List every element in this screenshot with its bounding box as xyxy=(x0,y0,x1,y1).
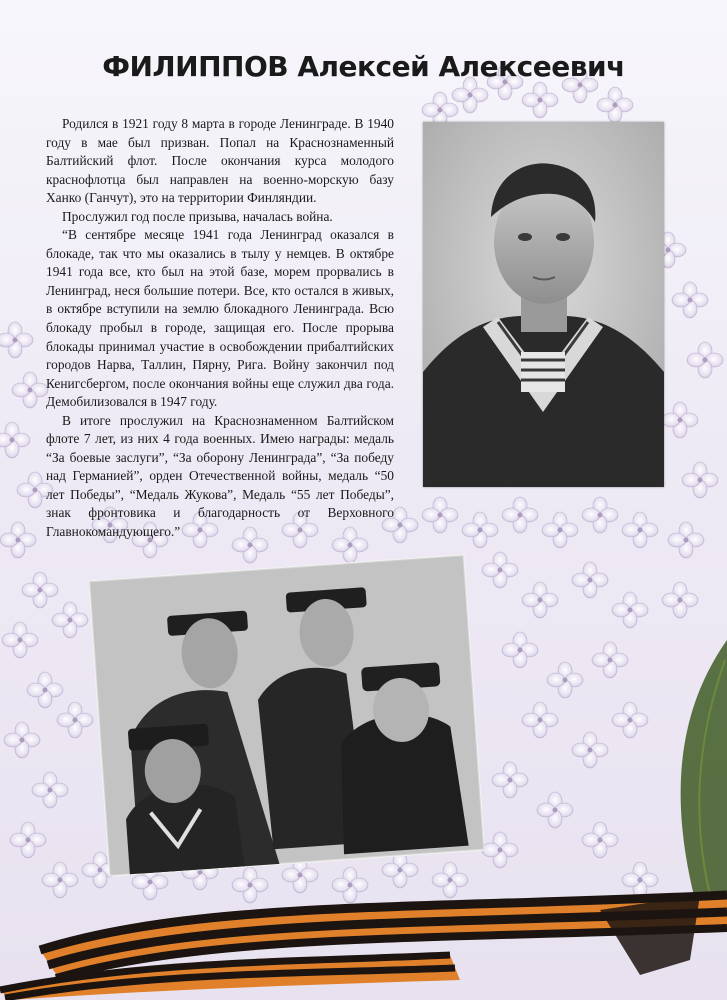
biography-text xyxy=(46,115,394,542)
paragraph-awards: В итоге прослужил на Краснознаменном Балтийском флоте 7 лет, из них 4 года военных. Имею награды: медаль “За боевые заслуги”, “За оборону Ленинграда”, “За победу над Германией”, орден Отечественной войны, медаль “50 лет Победы”, “Медаль Жукова”, Медаль “55 лет Победы”, знак фронтовика и благодарность от Верховного Главнокомандующего.” xyxy=(46,412,394,540)
paragraph-birth: Родился в 1921 году 8 марта в городе Ленинграде. В 1940 году в мае был призван. Попал на Краснознаменный Балтийский флот. После окончания курса молодого краснофлотца был направлен на военно-морскую базу Ханко (Ганчут), это на территории Финляндии. xyxy=(46,116,394,206)
leaf-decoration xyxy=(655,640,727,900)
page-title: ФИЛИППОВ Алексей Алексеевич xyxy=(102,50,625,83)
paragraph-war-start: Прослужил год после призыва, началась война. xyxy=(62,208,333,224)
st-george-ribbon xyxy=(0,890,727,1000)
paragraph-blockade: “В сентябре месяце 1941 года Ленинград оказался в блокаде, так что мы оказались в тылу у немцев. В октябре 1941 года все, кто был на этой базе, морем прорвались в Ленинград, неся большие потери. Все, кто остался в живых, в октябре вступили на землю блокадного Ленинграда. Всю блокаду пробыл в городе, защищая его. После прорыва блокады принимал участие в освобождении прибалтийских городов Нарва, Таллин, Пярну, Рига. Войну закончил под Кенигсбергом, после окончания войны еще служил два года. Демобилизовался в 1947 году. xyxy=(46,227,394,410)
portrait-photo xyxy=(423,122,664,487)
group-photo xyxy=(89,548,484,878)
